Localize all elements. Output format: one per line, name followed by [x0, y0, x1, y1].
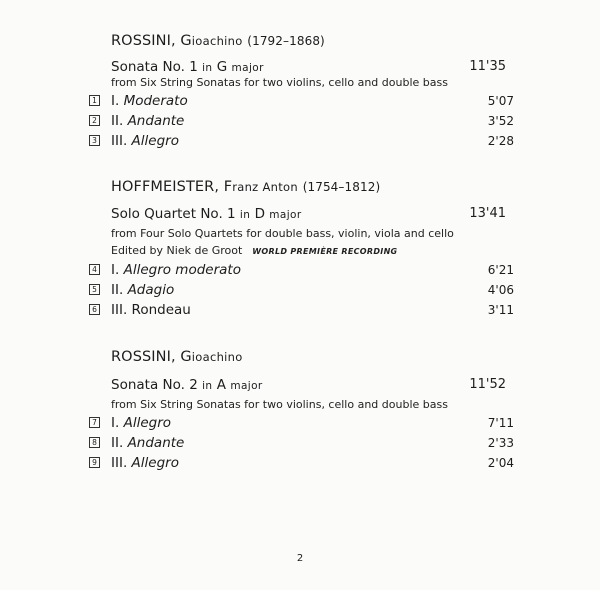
track-row [89, 93, 514, 110]
track-duration: 3'52 [487, 114, 514, 128]
track-duration: 2'04 [487, 456, 514, 470]
work-title: Sonata No. 2 in A major 11'52 [111, 377, 506, 393]
work-description: from Six String Sonatas for two violins, cello and double bass [111, 398, 448, 411]
track-title: II. Adagio [111, 282, 175, 298]
composer-years: (1792–1868) [247, 34, 325, 48]
track-number: 1 [89, 95, 100, 106]
recording-note: WORLD PREMIÈRE RECORDING [252, 247, 398, 256]
track-row [89, 455, 514, 472]
track-title: II. Andante [111, 435, 185, 451]
track-title: III. Allegro [111, 133, 179, 149]
composer-heading: HOFFMEISTER, Franz Anton (1754–1812) [111, 179, 381, 195]
track-duration: 3'11 [487, 303, 514, 317]
track-row [89, 435, 514, 452]
track-title: I. Moderato [111, 93, 188, 109]
track-duration: 7'11 [487, 416, 514, 430]
track-title: III. Rondeau [111, 302, 191, 318]
track-number: 9 [89, 457, 100, 468]
track-duration: 6'21 [487, 263, 514, 277]
track-number: 6 [89, 304, 100, 315]
track-number: 7 [89, 417, 100, 428]
track-number: 5 [89, 284, 100, 295]
track-duration: 5'07 [487, 94, 514, 108]
work-duration: 11'35 [469, 59, 506, 74]
editor-credit: Edited by Niek de Groot WORLD PREMIÈRE RECORDING [111, 244, 398, 257]
work-description: from Four Solo Quartets for double bass, violin, viola and cello [111, 227, 454, 240]
track-row [89, 113, 514, 130]
work-title: Solo Quartet No. 1 in D major 13'41 [111, 206, 506, 222]
track-duration: 2'28 [487, 134, 514, 148]
track-title: I. Allegro moderato [111, 262, 241, 278]
track-title: I. Allegro [111, 415, 171, 431]
track-row [89, 302, 514, 319]
work-description: from Six String Sonatas for two violins, cello and double bass [111, 76, 448, 89]
track-row [89, 133, 514, 150]
composer-years: (1754–1812) [302, 180, 381, 194]
track-number: 8 [89, 437, 100, 448]
track-number: 2 [89, 115, 100, 126]
work-title: Sonata No. 1 in G major 11'35 [111, 59, 506, 75]
track-duration: 2'33 [487, 436, 514, 450]
composer-heading: ROSSINI, Gioachino [111, 349, 243, 365]
work-duration: 11'52 [469, 377, 506, 392]
track-title: II. Andante [111, 113, 185, 129]
track-title: III. Allegro [111, 455, 179, 471]
page-number: 2 [296, 553, 304, 564]
work-duration: 13'41 [469, 206, 506, 221]
track-number: 3 [89, 135, 100, 146]
track-duration: 4'06 [487, 283, 514, 297]
track-row [89, 262, 514, 279]
track-number: 4 [89, 264, 100, 275]
track-row [89, 282, 514, 299]
composer-heading: ROSSINI, Gioachino (1792–1868) [111, 33, 325, 49]
track-row [89, 415, 514, 432]
